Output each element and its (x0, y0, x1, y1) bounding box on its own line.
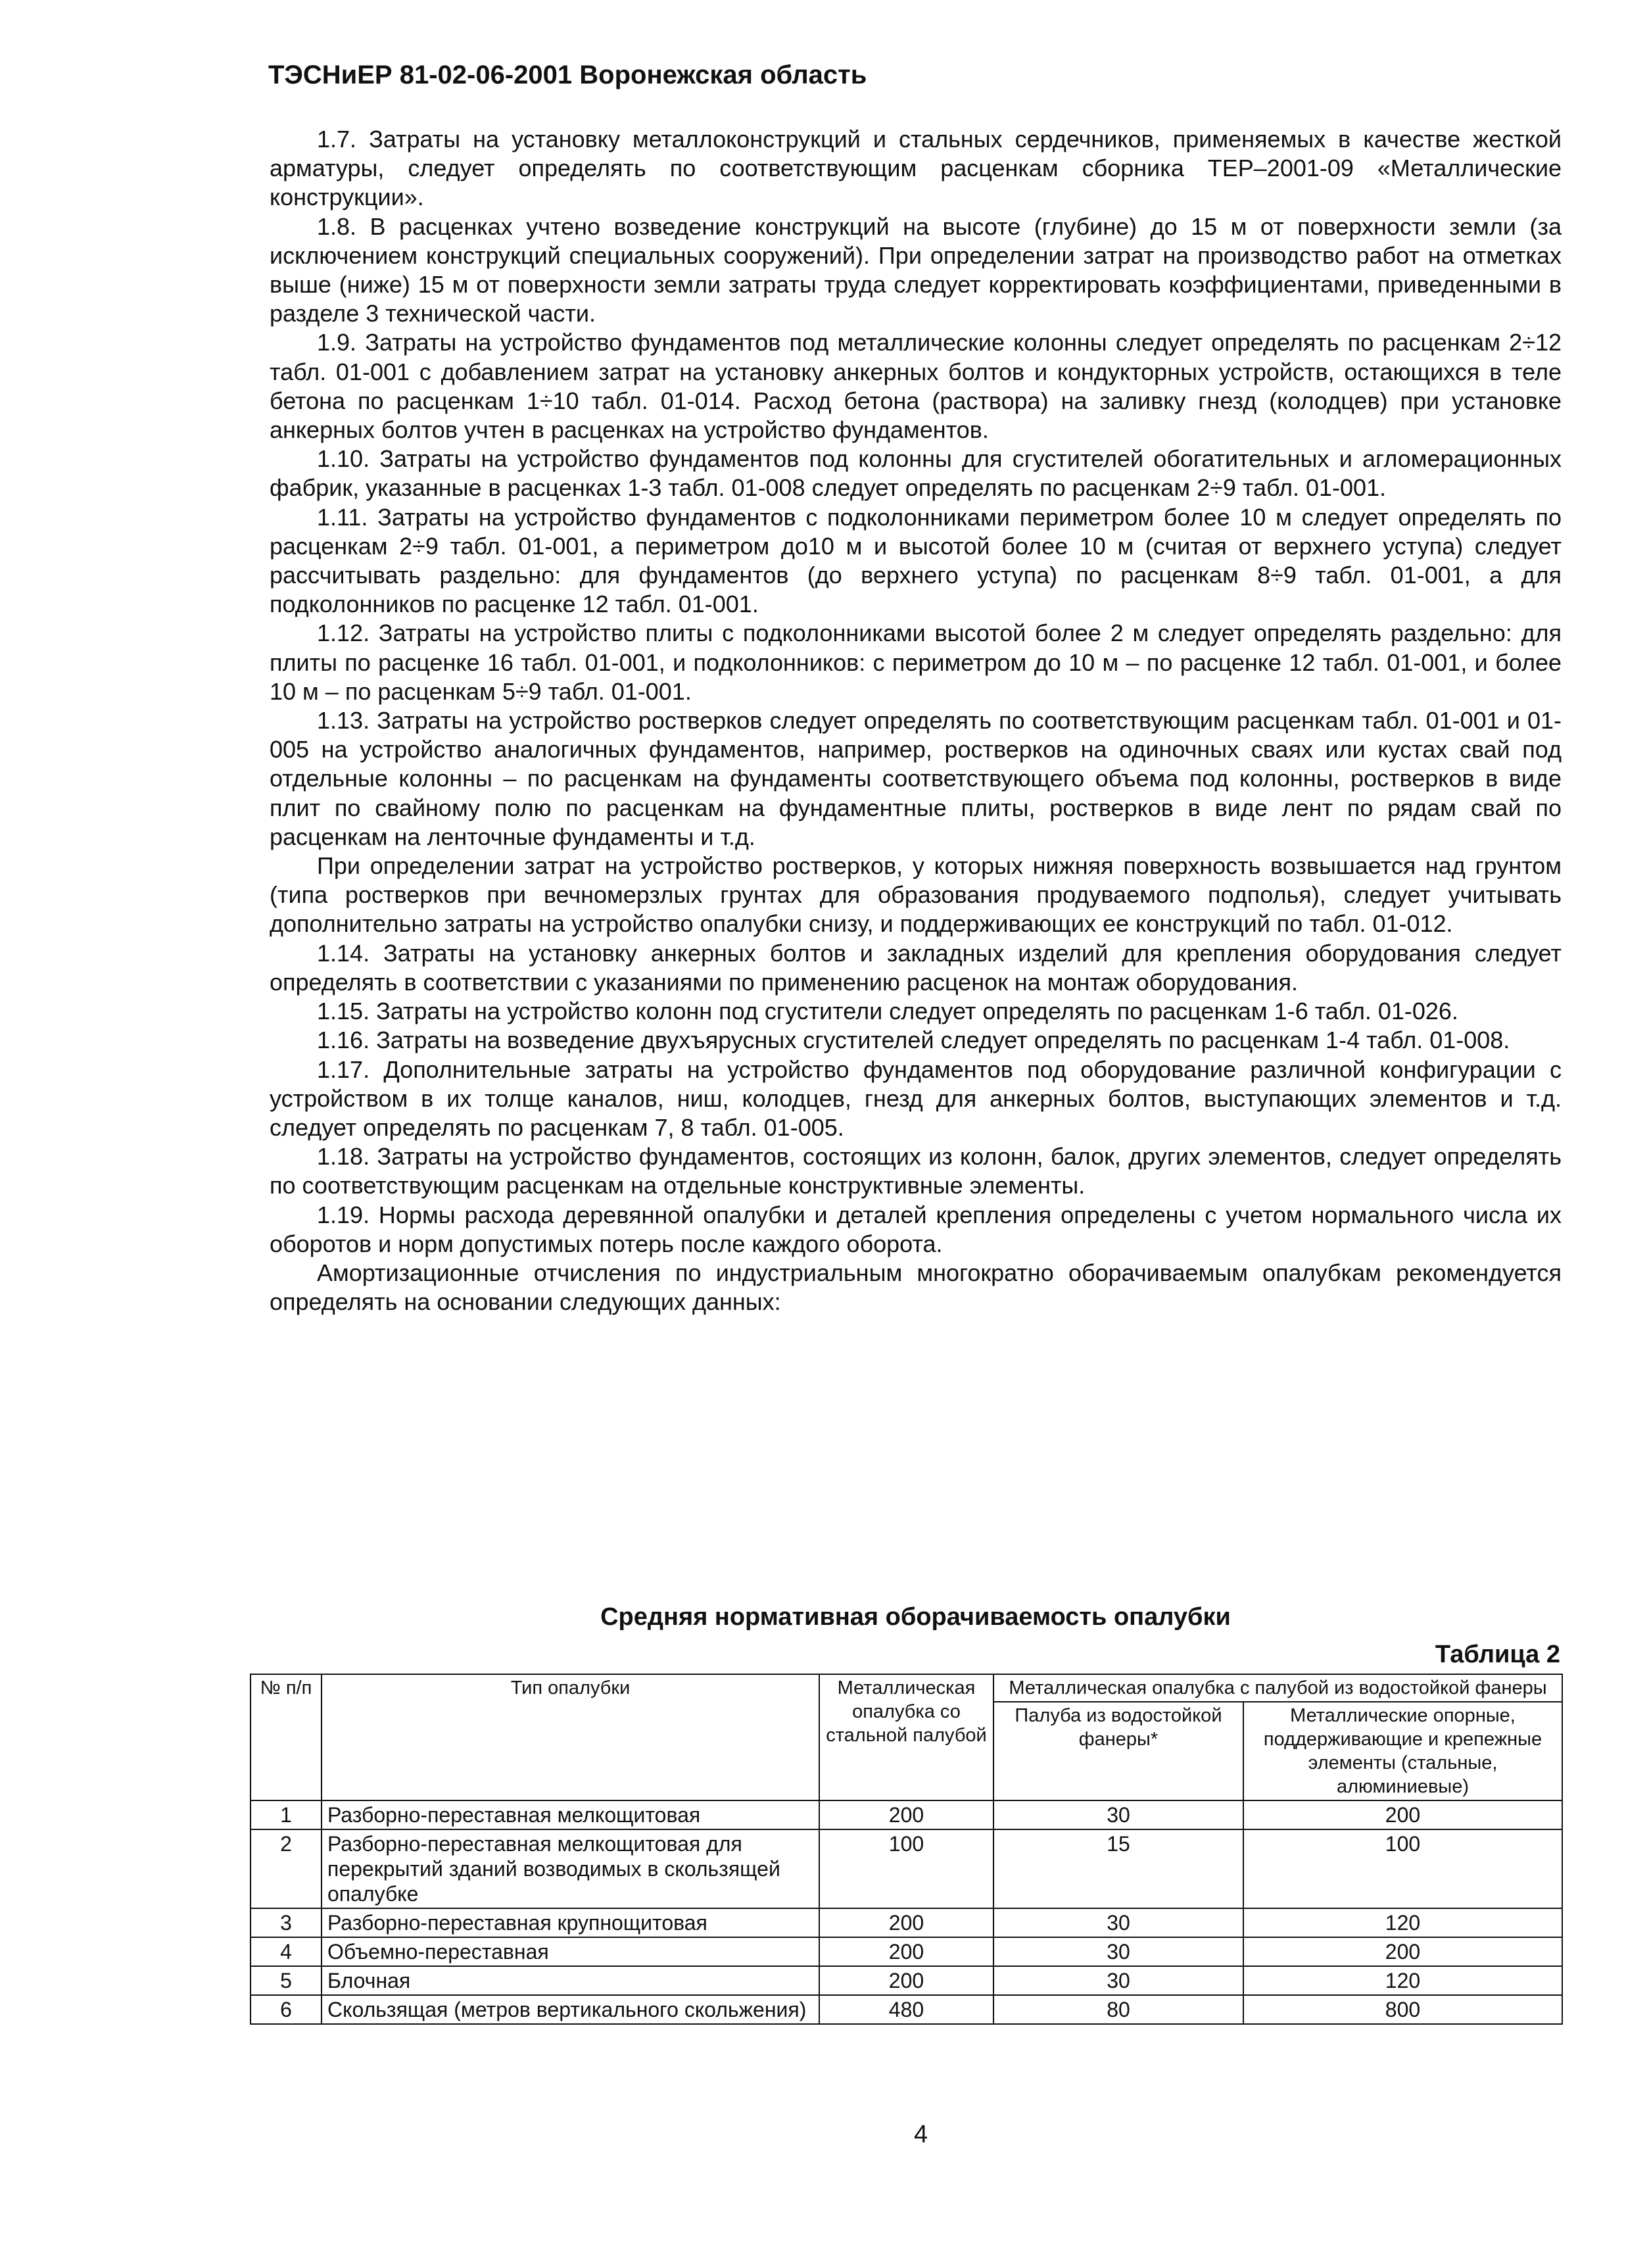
row-deck: 80 (993, 1995, 1243, 2024)
row-num: 3 (251, 1908, 322, 1937)
row-num: 5 (251, 1966, 322, 1995)
table-row (251, 1995, 1562, 2024)
row-type: Объемно-переставная (322, 1937, 819, 1966)
body-text (270, 125, 1562, 1316)
row-type: Скользящая (метров вертикального скольжения) (322, 1995, 819, 2024)
paragraph-1-12: 1.12. Затраты на устройство плиты с подколонниками высотой более 2 м следует определять раздельно: для плиты по расценке 16 табл. 01-001, и подколонников: с периметром до 10 м – по расценке 12 табл. 01-001, и более 10 м – по расценкам 5÷9 табл. 01-001. (270, 619, 1562, 705)
paragraph-1-19: 1.19. Нормы расхода деревянной опалубки и деталей крепления определены с учетом нормального числа их оборотов и норм допустимых потерь после каждого оборота. (270, 1201, 1562, 1257)
row-num: 4 (251, 1937, 322, 1966)
row-type: Блочная (322, 1966, 819, 1995)
table-number: Таблица 2 (1435, 1641, 1560, 1668)
paragraph-1-16: 1.16. Затраты на возведение двухъярусных сгустителей следует определять по расценкам 1-4 табл. 01-008. (317, 1026, 1510, 1054)
paragraph-1-9: 1.9. Затраты на устройство фундаментов под металлические колонны следует определять по расценкам 2÷12 табл. 01-001 с добавлением затрат на установку анкерных болтов и кондукторных устройств, остающихся в теле бетона по расценкам 1÷10 табл. 01-014. Расход бетона (раствора) на заливку гнезд (колодцев) при установке анкерных болтов учтен в расценках на устройство фундаментов. (270, 329, 1562, 444)
row-supports: 200 (1243, 1937, 1562, 1966)
formwork-turnover-table (250, 1674, 1563, 2025)
row-supports: 800 (1243, 1995, 1562, 2024)
row-type: Разборно-переставная крупнощитовая (322, 1908, 819, 1937)
page-header-title: ТЭСНиЕР 81-02-06-2001 Воронежская область (268, 60, 867, 89)
paragraph-1-14: 1.14. Затраты на установку анкерных болтов и закладных изделий для крепления оборудования следует определять в соответствии с указаниями по применению расценок на монтаж оборудования. (270, 939, 1562, 996)
paragraph-1-17: 1.17. Дополнительные затраты на устройство фундаментов под оборудование различной конфигурации с устройством в их толще каналов, ниш, колодцев, гнезд для анкерных болтов, выступающих элементов и т.д. следует определять по расценкам 7, 8 табл. 01-005. (270, 1055, 1562, 1141)
row-type: Разборно-переставная мелкощитовая (322, 1800, 819, 1829)
row-steel: 200 (819, 1908, 993, 1937)
table-row (251, 1829, 1562, 1908)
header-type: Тип опалубки (322, 1674, 819, 1800)
row-steel: 100 (819, 1829, 993, 1908)
row-supports: 120 (1243, 1908, 1562, 1937)
row-deck: 30 (993, 1937, 1243, 1966)
table-row (251, 1800, 1562, 1829)
table-row (251, 1908, 1562, 1937)
table-row (251, 1966, 1562, 1995)
table-title: Средняя нормативная оборачиваемость опалубки (600, 1603, 1231, 1631)
row-supports: 120 (1243, 1966, 1562, 1995)
row-deck: 30 (993, 1908, 1243, 1937)
row-deck: 15 (993, 1829, 1243, 1908)
paragraph-1-18: 1.18. Затраты на устройство фундаментов, состоящих из колонн, балок, других элементов, следует определять по соответствующим расценкам на отдельные конструктивные элементы. (270, 1143, 1562, 1199)
row-num: 1 (251, 1800, 322, 1829)
row-num: 6 (251, 1995, 322, 2024)
page-number: 4 (914, 2121, 928, 2148)
row-type: Разборно-переставная мелкощитовая для перекрытий зданий возводимых в скользящей опалубке (322, 1829, 819, 1908)
paragraph-1-11: 1.11. Затраты на устройство фундаментов с подколонниками периметром более 10 м следует определять по расценкам 2÷9 табл. 01-001, а периметром до10 м и высотой более 10 м (считая от верхнего уступа) следует рассчитывать раздельно: для фундаментов (до верхнего уступа) по расценкам 8÷9 табл. 01-001, а для подколонников по расценке 12 табл. 01-001. (270, 503, 1562, 618)
paragraph-1-10: 1.10. Затраты на устройство фундаментов под колонны для сгустителей обогатительных и агломерационных фабрик, указанные в расценках 1-3 табл. 01-008 следует определять по расценкам 2÷9 табл. 01-001. (270, 445, 1562, 502)
row-supports: 100 (1243, 1829, 1562, 1908)
header-num: № п/п (251, 1674, 322, 1800)
row-steel: 200 (819, 1937, 993, 1966)
paragraph-amortization: Амортизационные отчисления по индустриальным многократно оборачиваемым опалубкам рекомендуется определять на основании следующих данных: (270, 1259, 1562, 1316)
header-steel-deck: Металлическая опалубка со стальной палубой (819, 1674, 993, 1800)
row-supports: 200 (1243, 1800, 1562, 1829)
row-deck: 30 (993, 1966, 1243, 1995)
row-steel: 480 (819, 1995, 993, 2024)
table-row (251, 1937, 1562, 1966)
paragraph-1-8: 1.8. В расценках учтено возведение конструкций на высоте (глубине) до 15 м от поверхности земли (за исключением конструкций специальных сооружений). При определении затрат на производство работ на отметках выше (ниже) 15 м от поверхности земли затраты труда следует корректировать коэффициентами, приведенными в разделе 3 технической части. (270, 212, 1562, 327)
row-num: 2 (251, 1829, 322, 1908)
paragraph-1-13: 1.13. Затраты на устройство ростверков следует определять по соответствующим расценкам табл. 01-001 и 01-005 на устройство аналогичных фундаментов, например, ростверков на одиночных сваях или кустах свай под отдельные колонны – по расценкам на фундаменты соответствующего объема под колонны, ростверков в виде плит по свайному полю по расценкам на фундаментные плиты, ростверков в виде лент по рядам свай по расценкам на ленточные фундаменты и т.д. (270, 707, 1562, 850)
paragraph-1-7: 1.7. Затраты на установку металлоконструкций и стальных сердечников, применяемых в качестве жесткой арматуры, следует определять по соответствующим расценкам сборника ТЕР–2001-09 «Металлические конструкции». (270, 126, 1562, 211)
header-plywood-group: Металлическая опалубка с палубой из водостойкой фанеры (993, 1674, 1562, 1702)
header-metal-supports: Металлические опорные, поддерживающие и крепежные элементы (стальные, алюминиевые) (1243, 1702, 1562, 1800)
row-steel: 200 (819, 1800, 993, 1829)
header-plywood-deck: Палуба из водостойкой фанеры* (993, 1702, 1243, 1800)
row-deck: 30 (993, 1800, 1243, 1829)
paragraph-1-13-continued: При определении затрат на устройство ростверков, у которых нижняя поверхность возвышается над грунтом (типа ростверков при вечномерзлых грунтах для образования продуваемого подполья), следует учитывать дополнительно затраты на устройство опалубки снизу, и поддерживающих ее конструкций по табл. 01-012. (270, 852, 1562, 938)
row-steel: 200 (819, 1966, 993, 1995)
paragraph-1-15: 1.15. Затраты на устройство колонн под сгустители следует определять по расценкам 1-6 табл. 01-026. (317, 998, 1458, 1025)
